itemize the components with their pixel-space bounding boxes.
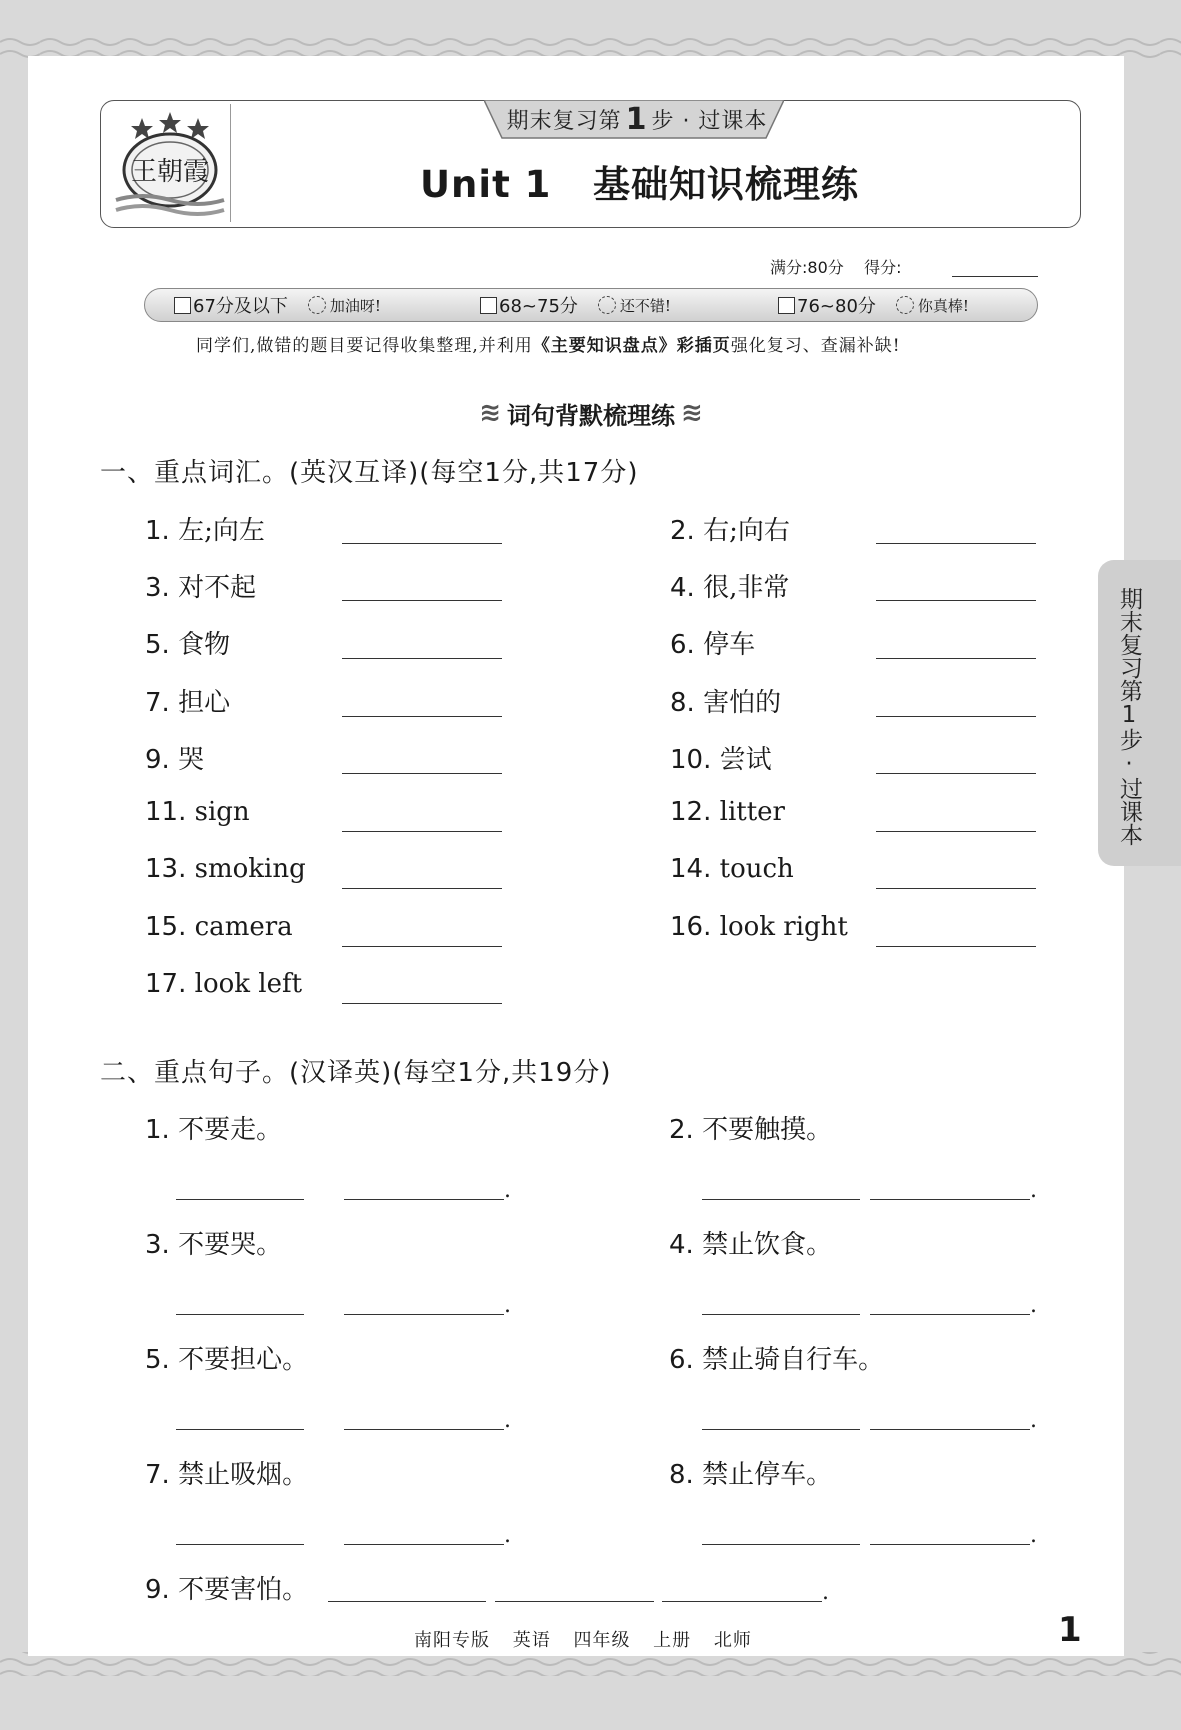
- answer-blank[interactable]: [344, 1429, 504, 1430]
- sentence-item-7: 7. 禁止吸烟。: [145, 1460, 309, 1490]
- grade-range: 76~80分: [797, 296, 876, 317]
- svg-text:王朝霞: 王朝霞: [130, 157, 210, 187]
- grade-msg: 还不错!: [619, 296, 671, 315]
- answer-blank[interactable]: [702, 1429, 860, 1430]
- period-mark: .: [822, 1580, 829, 1605]
- vocab-item-5: 5. 食物: [145, 630, 231, 660]
- face-icon: [598, 296, 616, 314]
- period-mark: .: [1030, 1408, 1037, 1433]
- brand-logo: [112, 108, 228, 220]
- wave-icon: ≋: [479, 398, 501, 428]
- answer-blank[interactable]: [344, 1314, 504, 1315]
- answer-blank[interactable]: [328, 1601, 486, 1602]
- answer-blank[interactable]: [176, 1314, 304, 1315]
- vocab-item-17: 17. look left: [145, 969, 303, 999]
- vocab-item-2: 2. 右;向右: [670, 516, 790, 546]
- answer-blank[interactable]: [876, 716, 1036, 717]
- part2-title: 二、重点句子。(汉译英)(每空1分,共19分): [100, 1058, 612, 1088]
- grade-option-1: [174, 292, 381, 318]
- grade-msg: 你真棒!: [917, 296, 969, 315]
- sentence-item-3: 3. 不要哭。: [145, 1230, 283, 1260]
- vocab-item-11: 11. sign: [145, 797, 250, 827]
- side-tab-label: 期末复习第1步·过课本: [1116, 586, 1142, 846]
- sentence-item-9: 9. 不要害怕。: [145, 1575, 309, 1605]
- answer-blank[interactable]: [876, 658, 1036, 659]
- face-icon: [308, 296, 326, 314]
- answer-blank[interactable]: [342, 1003, 502, 1004]
- period-mark: .: [504, 1523, 511, 1548]
- study-tip: [196, 331, 996, 357]
- answer-blank[interactable]: [342, 658, 502, 659]
- logo-divider: [230, 104, 231, 222]
- checkbox[interactable]: [480, 297, 497, 314]
- vocab-item-13: 13. smoking: [145, 854, 306, 884]
- vocab-item-15: 15. camera: [145, 912, 293, 942]
- answer-blank[interactable]: [870, 1429, 1030, 1430]
- answer-blank[interactable]: [876, 543, 1036, 544]
- page-number: 1: [1058, 1610, 1082, 1650]
- answer-blank[interactable]: [176, 1544, 304, 1545]
- footer-edition: 南阳专版 英语 四年级 上册 北师: [414, 1630, 752, 1651]
- sentence-item-6: 6. 禁止骑自行车。: [669, 1345, 885, 1375]
- step-number: 1: [625, 101, 648, 137]
- vocab-item-14: 14. touch: [670, 854, 794, 884]
- answer-blank[interactable]: [702, 1544, 860, 1545]
- sentence-item-2: 2. 不要触摸。: [669, 1115, 833, 1145]
- period-mark: .: [504, 1408, 511, 1433]
- answer-blank[interactable]: [870, 1314, 1030, 1315]
- answer-blank[interactable]: [344, 1544, 504, 1545]
- vocab-item-3: 3. 对不起: [145, 573, 257, 603]
- grade-range: 67分及以下: [193, 296, 288, 317]
- grade-msg: 加油呀!: [329, 296, 381, 315]
- answer-blank[interactable]: [342, 716, 502, 717]
- score-blank[interactable]: [952, 276, 1038, 277]
- vocab-item-12: 12. litter: [670, 797, 785, 827]
- sentence-item-8: 8. 禁止停车。: [669, 1460, 833, 1490]
- part1-title: 一、重点词汇。(英汉互译)(每空1分,共17分): [100, 458, 639, 488]
- period-mark: .: [504, 1178, 511, 1203]
- answer-blank[interactable]: [876, 888, 1036, 889]
- period-mark: .: [504, 1293, 511, 1318]
- section-title: 词句背默梳理练: [507, 401, 675, 430]
- tip-text-end: 强化复习、查漏补缺!: [730, 336, 901, 356]
- vocab-item-10: 10. 尝试: [670, 745, 772, 775]
- answer-blank[interactable]: [702, 1314, 860, 1315]
- section-banner: [448, 396, 734, 430]
- vocab-item-9: 9. 哭: [145, 745, 205, 775]
- period-mark: .: [1030, 1293, 1037, 1318]
- face-icon: [896, 296, 914, 314]
- grade-range: 68~75分: [499, 296, 578, 317]
- checkbox[interactable]: [778, 297, 795, 314]
- answer-blank[interactable]: [876, 600, 1036, 601]
- answer-blank[interactable]: [176, 1429, 304, 1430]
- vocab-item-8: 8. 害怕的: [670, 688, 782, 718]
- grade-option-2: [480, 292, 671, 318]
- answer-blank[interactable]: [342, 773, 502, 774]
- answer-blank[interactable]: [342, 888, 502, 889]
- tip-text: 同学们,做错的题目要记得收集整理,并利用: [196, 336, 533, 356]
- full-score: 满分:80分: [770, 258, 844, 277]
- answer-blank[interactable]: [495, 1601, 654, 1602]
- answer-blank[interactable]: [342, 543, 502, 544]
- period-mark: .: [1030, 1178, 1037, 1203]
- answer-blank[interactable]: [662, 1601, 822, 1602]
- answer-blank[interactable]: [342, 831, 502, 832]
- period-mark: .: [1030, 1523, 1037, 1548]
- answer-blank[interactable]: [702, 1199, 860, 1200]
- sentence-item-5: 5. 不要担心。: [145, 1345, 309, 1375]
- tip-bold: 《主要知识盘点》彩插页: [532, 336, 731, 356]
- vocab-item-7: 7. 担心: [145, 688, 231, 718]
- answer-blank[interactable]: [870, 1544, 1030, 1545]
- vocab-item-1: 1. 左;向左: [145, 516, 265, 546]
- answer-blank[interactable]: [342, 600, 502, 601]
- answer-blank[interactable]: [176, 1199, 304, 1200]
- answer-blank[interactable]: [870, 1199, 1030, 1200]
- vocab-item-16: 16. look right: [670, 912, 848, 942]
- unit-title: Unit 1 基础知识梳理练: [420, 163, 860, 206]
- step-suffix: 步 · 过课本: [651, 108, 768, 134]
- vocab-item-4: 4. 很,非常: [670, 573, 790, 603]
- answer-blank[interactable]: [344, 1199, 504, 1200]
- vocab-item-6: 6. 停车: [670, 630, 756, 660]
- score-label: 得分:: [864, 258, 902, 277]
- answer-blank[interactable]: [876, 946, 1036, 947]
- step-prefix: 期末复习第: [506, 108, 622, 134]
- grade-option-3: [778, 292, 969, 318]
- step-label: [502, 100, 772, 138]
- answer-blank[interactable]: [876, 831, 1036, 832]
- sentence-item-4: 4. 禁止饮食。: [669, 1230, 833, 1260]
- checkbox[interactable]: [174, 297, 191, 314]
- answer-blank[interactable]: [876, 773, 1036, 774]
- wave-icon: ≋: [681, 398, 703, 428]
- answer-blank[interactable]: [342, 946, 502, 947]
- sentence-item-1: 1. 不要走。: [145, 1115, 283, 1145]
